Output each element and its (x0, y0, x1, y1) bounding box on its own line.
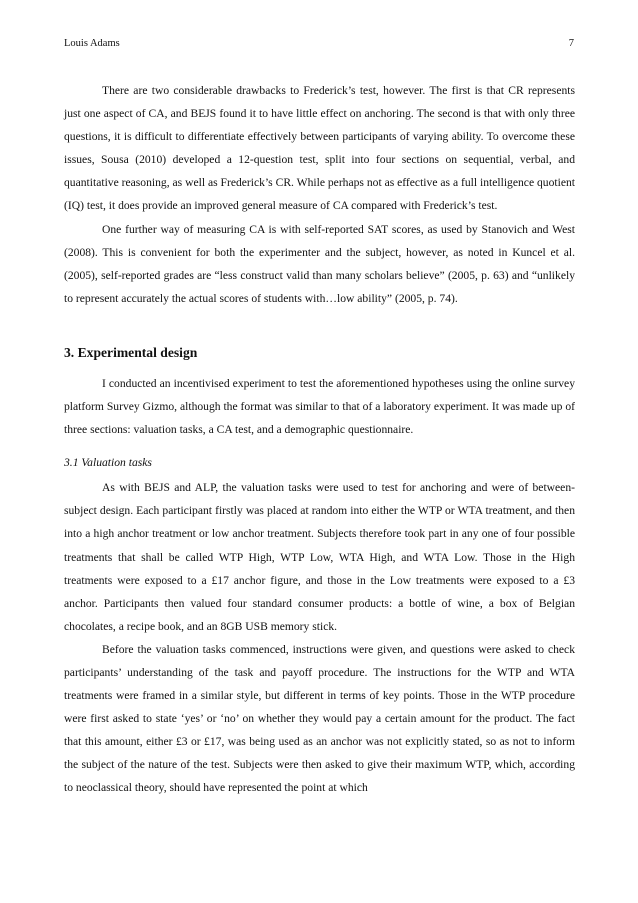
paragraph-sat-scores: One further way of measuring CA is with self-reported SAT scores, as used by Stanovich and West (2008). This is convenient for both the experimenter and the subject, however, as noted in Kuncel et al. (2005), self-reported grades are “less construct valid than many scholars believe” (2005, p. 63) and “unlikely to represent accurately the actual scores of students with…low ability” (2005, p. 74). (64, 222, 575, 305)
paragraph-experiment-overview: I conducted an incentivised experiment to test the aforementioned hypotheses using the online survey platform Survey Gizmo, although the format was similar to that of a laboratory experiment. It was made up of three sections: valuation tasks, a CA test, and a demographic questionnaire. (64, 376, 575, 437)
paragraph-valuation-design: As with BEJS and ALP, the valuation tasks were used to test for anchoring and were of between-subject design. Each participant firstly was placed at random into either the WTP or WTA treatment, and then into a high anchor treatment or low anchor treatment. Subjects therefore took part in any one of four possible treatments that shall be called WTP High, WTP Low, WTA High, and WTA Low. Those in the High treatments were exposed to a £17 anchor figure, and those in the Low treatments were exposed to a £3 anchor. Participants then valued four standard consumer products: a bottle of wine, a box of Belgian chocolates, a recipe book, and an 8GB USB memory stick. (64, 481, 575, 633)
paragraph-valuation-instructions: Before the valuation tasks commenced, instructions were given, and questions were asked to check participants’ understanding of the task and payoff procedure. The instructions for the WTP and WTA treatments were framed in a similar style, but different in terms of key points. Those in the WTP procedure were first asked to state ‘yes’ or ‘no’ on whether they would pay a certain amount for the product. The fact that this amount, either £3 or £17, was being used as an anchor was not explicitly stated, so as not to inform the subject of the nature of the test. Subjects were then asked to give their maximum WTP, which, according to neoclassical theory, should have represented the point at which (64, 642, 575, 795)
header-author: Louis Adams (64, 38, 120, 49)
paragraph-drawbacks: There are two considerable drawbacks to Frederick’s test, however. The first is that CR represents just one aspect of CA, and BEJS found it to have little effect on anchoring. The second is that with only three questions, it is difficult to differentiate effectively between participants of varying ability. To overcome these issues, Sousa (2010) developed a 12-question test, split into four sections on sequential, verbal, and quantitative reasoning, as well as Frederick’s CR. While perhaps not as effective as a full intelligence quotient (IQ) test, it does provide an improved general measure of CA compared with Frederick’s test. (64, 84, 575, 213)
page-number: 7 (568, 38, 574, 49)
section-heading-experimental-design: 3. Experimental design (64, 344, 198, 360)
body-text (64, 79, 575, 800)
subsection-heading-valuation-tasks: 3.1 Valuation tasks (64, 456, 152, 470)
